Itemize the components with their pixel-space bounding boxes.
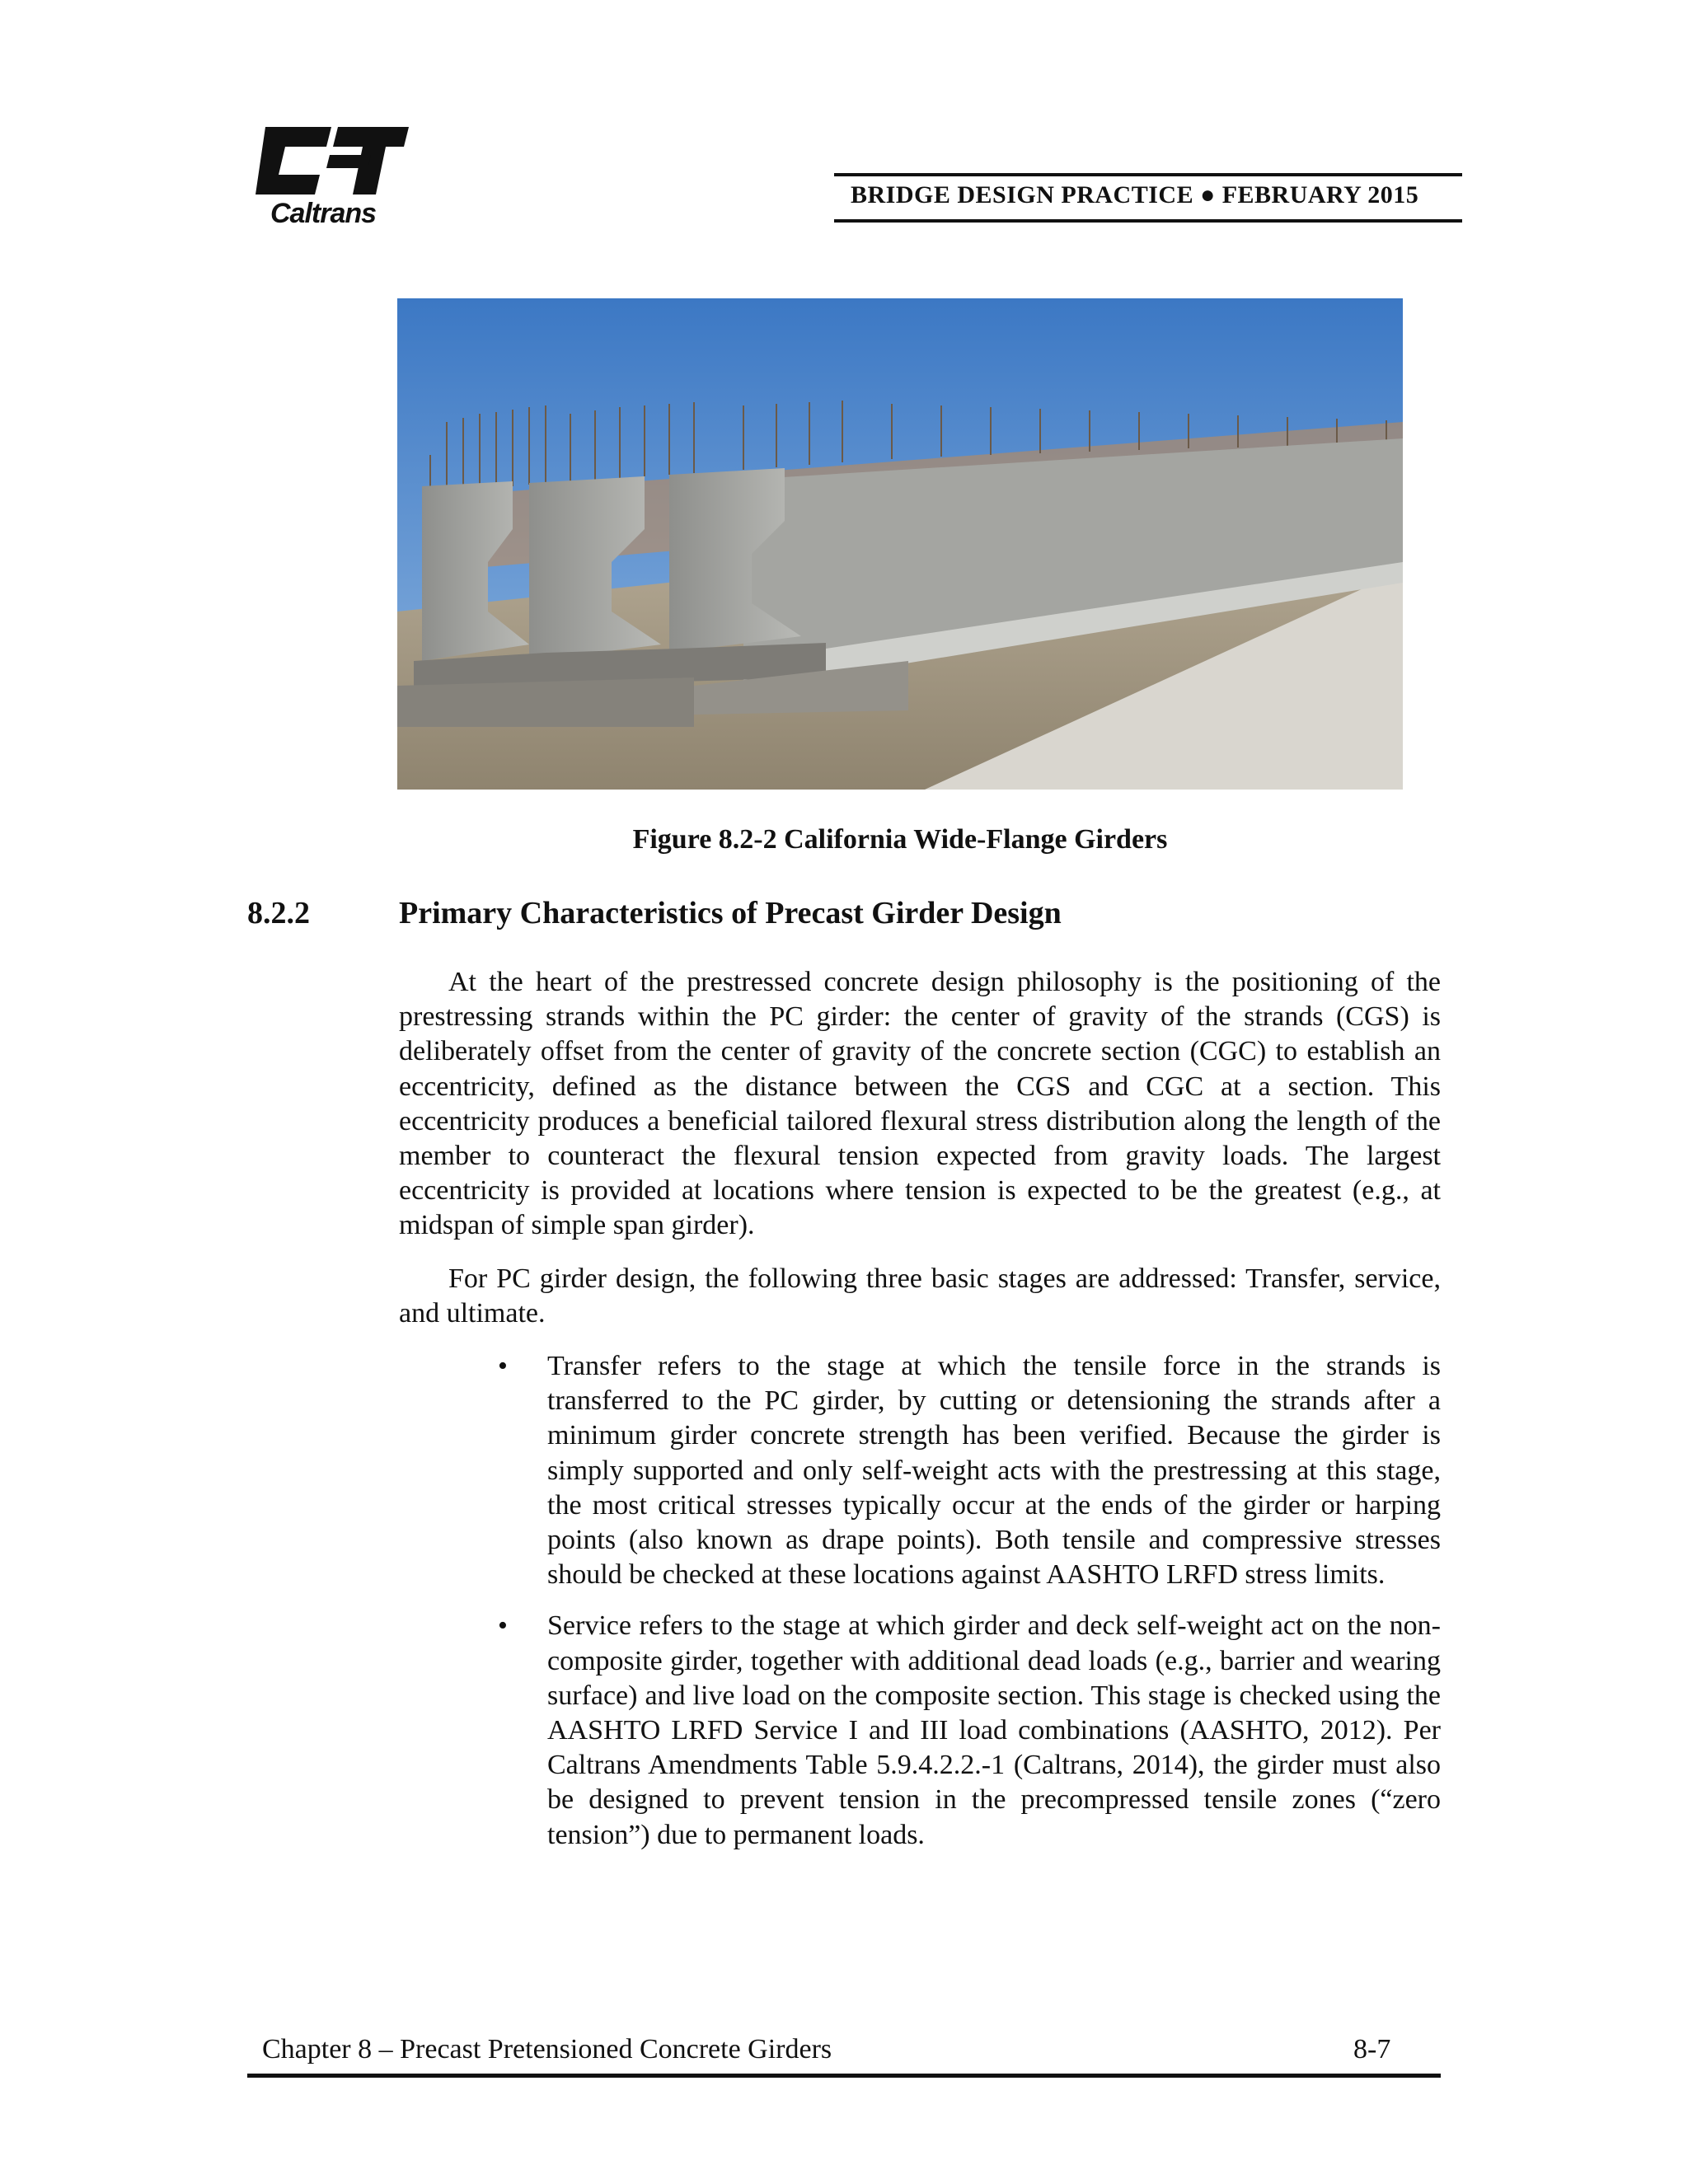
- list-item: [495, 1349, 1441, 1592]
- header-rule-bottom: [834, 219, 1462, 223]
- running-header: BRIDGE DESIGN PRACTICE ● FEBRUARY 2015: [851, 181, 1419, 209]
- girders-photo: [397, 298, 1403, 790]
- body-paragraph-2: For PC girder design, the following three basic stages are addressed: Transfer, service, and ultimate.: [399, 1263, 1441, 1329]
- section-number: 8.2.2: [247, 896, 310, 930]
- footer-chapter: Chapter 8 – Precast Pretensioned Concrete Girders: [262, 2034, 832, 2064]
- figure-caption: Figure 8.2-2 California Wide-Flange Girders: [632, 824, 1168, 855]
- list-item: [495, 1609, 1441, 1852]
- bullet-icon: •: [498, 1610, 508, 1642]
- bullet-icon: •: [498, 1351, 508, 1381]
- stages-bullet-list: [495, 1349, 1441, 1869]
- header-rule-top: [834, 173, 1462, 176]
- bullet-text-service: Service refers to the stage at which girder and deck self-weight act on the non-composite girder, together with additional dead loads (e.g., barrier and wearing surface) and live load on the composite section. This stage is checked using the AASHTO LRFD Service I and III load combinations (AASHTO, 2012). Per Caltrans Amendments Table 5.9.4.2.2.-1 (Caltrans, 2014), the girder must also be designed to prevent tension in the precompressed tensile zones (“zero tension”) due to permanent loads.: [547, 1610, 1441, 1850]
- caltrans-logo: [247, 105, 420, 229]
- wide-flange-girders-image: [397, 298, 1403, 790]
- body-paragraph-1: At the heart of the prestressed concrete design philosophy is the positioning of the prestressing strands within the PC girder: the center of gravity of the strands (CGS) is deliberately offset from the center of gravity of the concrete section (CGC) to establish an eccentricity, defined as the distance between the CGS and CGC at a section. This eccentricity produces a beneficial tailored flexural stress distribution along the length of the member to counteract the flexural tension expected from gravity loads. The largest eccentricity is provided at locations where tension is expected to be the greatest (e.g., at midspan of simple span girder).: [399, 967, 1441, 1241]
- page-number: 8-7: [1353, 2034, 1391, 2064]
- bullet-text-transfer: Transfer refers to the stage at which the tensile force in the strands is transferred to the PC girder, by cutting or detensioning the strands after a minimum girder concrete strength has been verified. Because the girder is simply supported and only self-weight acts with the prestressing at this stage, the most critical stresses typically occur at the ends of the girder or harping points (also known as drape points). Both tensile and compressive stresses should be checked at these locations against AASHTO LRFD stress limits.: [547, 1351, 1441, 1591]
- caltrans-wordmark: Caltrans: [270, 198, 377, 229]
- footer-rule: [247, 2074, 1441, 2078]
- section-title: Primary Characteristics of Precast Girder Design: [399, 896, 1062, 930]
